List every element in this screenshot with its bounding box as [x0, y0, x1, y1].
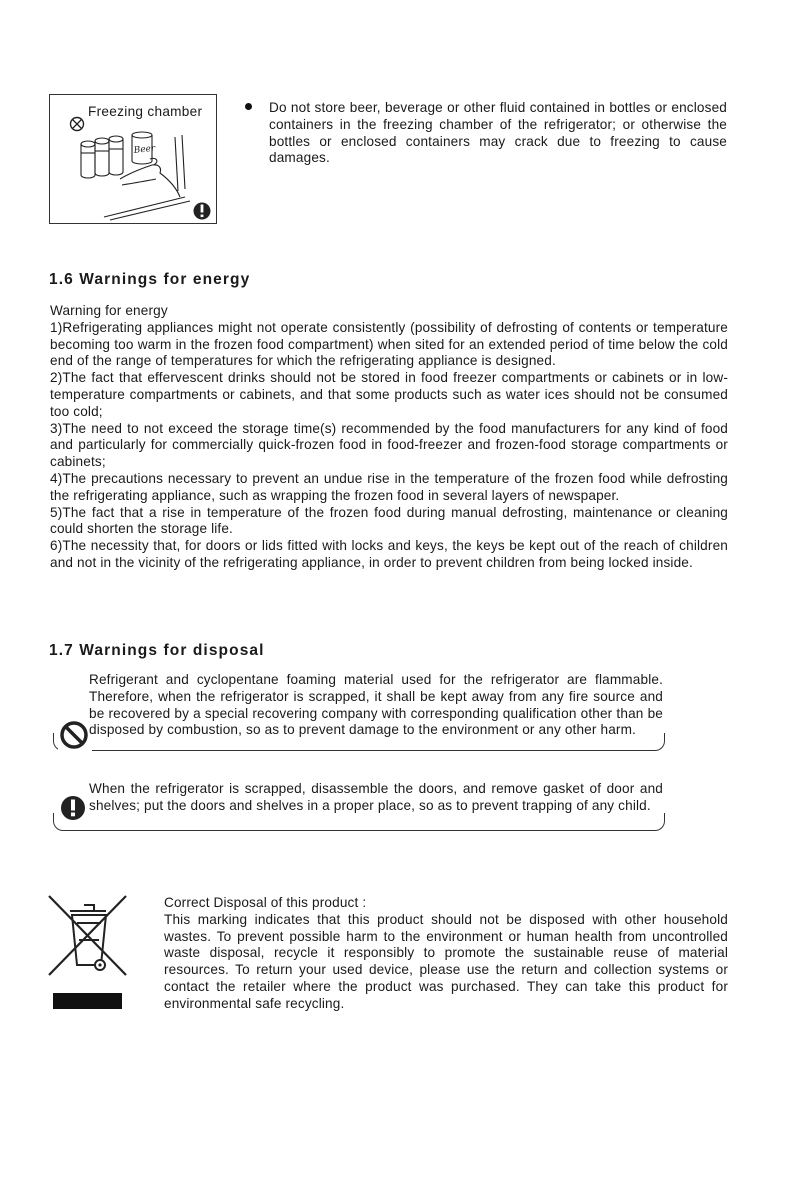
energy-intro: Warning for energy [50, 303, 168, 318]
energy-item-5: 5)The fact that a rise in temperature of the frozen food during manual defrosting, maintenance or cleaning could shorten the storage life. [50, 504, 728, 537]
prohibited-icon [71, 118, 84, 131]
no-fire-prohibition-icon [60, 721, 88, 749]
weee-body: This marking indicates that this product should not be disposed with other household wastes. To prevent possible harm to the environment or human health from uncontrolled waste disposal, recycle it responsibly to promote the sustainable reuse of material resources. To return your used device, please use the return and collection systems or contact the retailer where the product was purchased. They can take this product for environmental safe recycling. [164, 911, 728, 1011]
disposal-section-heading: 1.7 Warnings for disposal [49, 642, 265, 659]
weee-black-bar [53, 993, 122, 1009]
disposal-warning-2-frame [53, 813, 665, 831]
energy-item-1: 1)Refrigerating appliances might not operate consistently (possibility of defrosting of contents or temperature becoming too warm in the frozen food compartment) when sited for an extended period of time below the cold end of the range of temperatures for which the refrigerating appliance is designed. [50, 319, 728, 369]
weee-disposal-text [164, 895, 728, 1013]
disposal-warning-1-text: Refrigerant and cyclopentane foaming material used for the refrigerator are flammable. Therefore, when the refrigerator is scrapped, it shall be kept away from any fire source and be recovered by a special recovering company with corresponding qualification other than be disposed by combustion, so as to prevent damage to the environment or any other harm. [89, 672, 663, 738]
crossed-out-wheelie-bin-icon [46, 893, 130, 979]
freezing-chamber-label: Freezing chamber [88, 104, 203, 119]
freezing-warning-text: Do not store beer, beverage or other fluid contained in bottles or enclosed containers in the freezing chamber of the refrigerator; or otherwise the bottles or enclosed containers may crack due to freezing to cause damages. [269, 100, 727, 166]
energy-item-2: 2)The fact that effervescent drinks should not be stored in food freezer compartments or cabinets or in low-temperature compartments or cabinets, and that some products such as water ices should not be consumed too cold; [50, 370, 728, 419]
bullet-icon [245, 103, 252, 110]
mandatory-warning-icon [59, 794, 87, 822]
cans-drawing [81, 136, 123, 178]
energy-item-6: 6)The necessity that, for doors or lids fitted with locks and keys, the keys be kept out of the reach of children and not in the vicinity of the refrigerating appliance, in order to prevent children from being locked inside. [50, 538, 728, 570]
energy-item-4: 4)The precautions necessary to prevent an undue rise in the temperature of the frozen food while defrosting the refrigerating appliance, such as wrapping the frozen food in several layers of newspaper. [50, 470, 728, 503]
weee-title: Correct Disposal of this product : [164, 895, 367, 910]
energy-warnings [50, 303, 728, 572]
bottle-label: Beer [133, 143, 156, 156]
energy-section-heading: 1.6 Warnings for energy [49, 271, 251, 288]
hand-with-bottle-drawing [120, 132, 180, 197]
warning-icon [194, 203, 211, 220]
energy-item-3: 3)The need to not exceed the storage time(s) recommended by the food manufacturers for any kind of food and particularly for commercially quick-frozen food in food-freezer and frozen-food storage compartments or cabinets; [50, 420, 728, 470]
disposal-warning-2-text: When the refrigerator is scrapped, disassemble the doors, and remove gasket of door and shelves; put the doors and shelves in a proper place, so as to prevent trapping of any child. [89, 781, 663, 813]
